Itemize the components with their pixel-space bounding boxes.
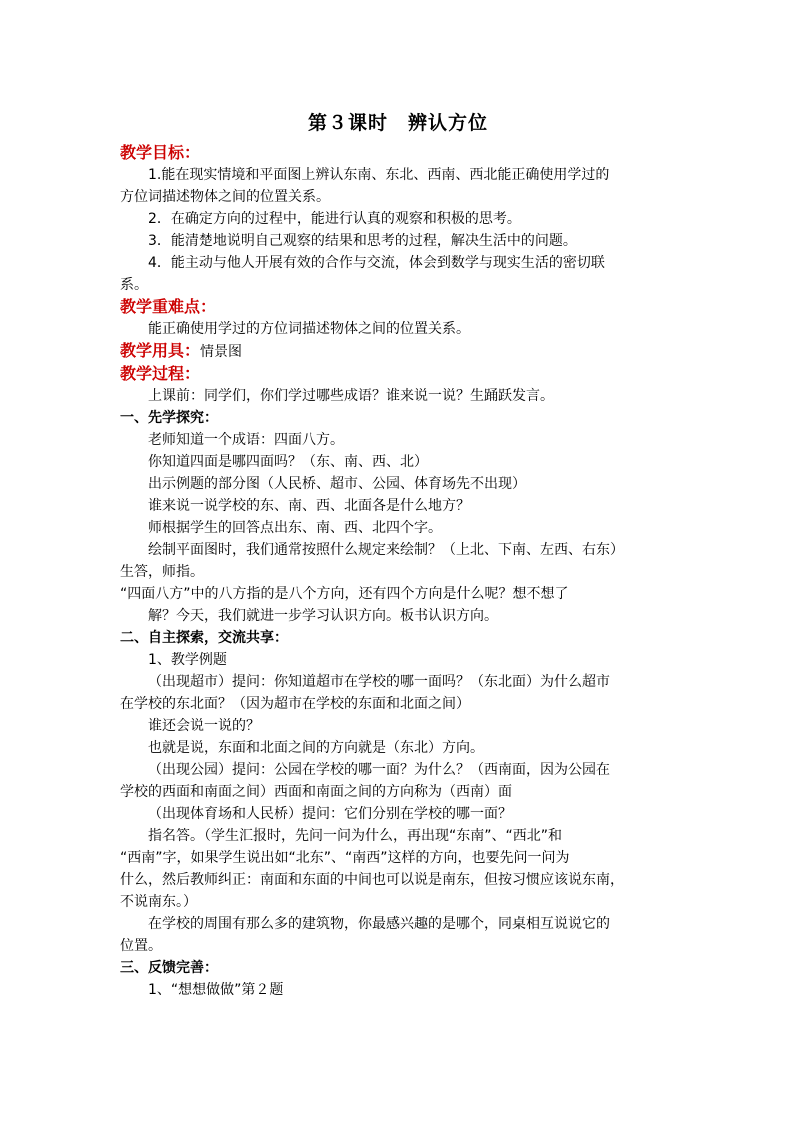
part-2-line-8b: 位置。 (120, 938, 162, 954)
tools-heading: 教学用具： (120, 341, 201, 360)
part-3-line-1: 1、“想想做做”第２题 (148, 982, 284, 998)
goals-heading: 教学目标： (120, 143, 201, 162)
part-1-line-3: 出示例题的部分图（人民桥、超市、公园、体育场先不出现） (148, 476, 526, 492)
part-2-line-2a: （出现超市）提问：你知道超市在学校的哪一面吗？（东北面）为什么超市 (148, 674, 610, 690)
process-heading: 教学过程： (120, 364, 201, 383)
document-page (120, 100, 676, 1001)
part-1-line-7b: 解？今天，我们就进一步学习认识方向。板书认识方向。 (148, 608, 498, 624)
part-1-line-5: 师根据学生的回答点出东、南、西、北四个字。 (148, 520, 442, 536)
goal-1-line-1: 1.能在现实情境和平面图上辨认东南、东北、西南、西北能正确使用学过的 (148, 167, 610, 183)
part-2-line-2b: 在学校的东北面？（因为超市在学校的东面和北面之间） (120, 696, 470, 712)
part-1-line-6b: 生答，师指。 (120, 564, 204, 580)
part-1-line-2: 你知道四面是哪四面吗？（东、南、西、北） (148, 454, 428, 470)
part-2-line-8a: 在学校的周围有那么多的建筑物，你最感兴趣的是哪个，同桌相互说说它的 (148, 916, 610, 932)
lesson-title: 第３课时 辨认方位 (307, 112, 488, 134)
part-1-heading: 一、先学探究： (120, 410, 218, 426)
part-2-heading: 二、自主探索，交流共享： (120, 630, 288, 646)
part-2-line-4: 也就是说，东面和北面之间的方向就是（东北）方向。 (148, 740, 484, 756)
tools-value: 情景图 (200, 344, 243, 360)
goal-3: 3．能清楚地说明自己观察的结果和思考的过程，解决生活中的问题。 (148, 233, 577, 249)
part-1-line-4: 谁来说一说学校的东、南、西、北面各是什么地方？ (148, 498, 470, 514)
tools-row (120, 340, 676, 363)
goal-1-line-2: 方位词描述物体之间的位置关系。 (120, 189, 330, 205)
part-2-line-7c: 什么，然后教师纠正：南面和东面的中间也可以说是南东，但按习惯应该说东南， (120, 872, 624, 888)
part-2-line-7b: “西南”字，如果学生说出如“北东”、“南西”这样的方向，也要先问一问为 (120, 850, 570, 866)
difficulty-heading: 教学重难点： (120, 297, 217, 316)
process-intro: 上课前：同学们，你们学过哪些成语？谁来说一说？生踊跃发言。 (148, 388, 554, 404)
part-2-line-5a: （出现公园）提问：公园在学校的哪一面？为什么？（西南面，因为公园在 (148, 762, 610, 778)
difficulty-text: 能正确使用学过的方位词描述物体之间的位置关系。 (148, 321, 470, 337)
goal-4-line-1: 4．能主动与他人开展有效的合作与交流，体会到数学与现实生活的密切联 (148, 255, 605, 271)
part-2-line-6: （出现体育场和人民桥）提问：它们分别在学校的哪一面？ (148, 806, 512, 822)
part-2-line-5b: 学校的西面和南面之间）西面和南面之间的方向称为（西南）面 (120, 784, 512, 800)
part-1-line-6a: 绘制平面图时，我们通常按照什么规定来绘制？（上北、下南、左西、右东） (148, 542, 624, 558)
part-2-line-3: 谁还会说一说的？ (148, 718, 260, 734)
part-2-line-7a: 指名答。（学生汇报时，先问一问为什么，再出现“东南”、“西北”和 (148, 828, 563, 844)
goal-2: 2．在确定方向的过程中，能进行认真的观察和积极的思考。 (148, 211, 521, 227)
part-2-line-1: 1、教学例题 (148, 652, 227, 668)
part-1-line-1: 老师知道一个成语：四面八方。 (148, 432, 344, 448)
part-1-line-7a: “四面八方”中的八方指的是八个方向，还有四个方向是什么呢？想不想了 (120, 586, 569, 602)
part-3-heading: 三、反馈完善： (120, 960, 218, 976)
goal-4-line-2: 系。 (120, 277, 148, 293)
part-2-line-7d: 不说南东。） (120, 894, 197, 910)
